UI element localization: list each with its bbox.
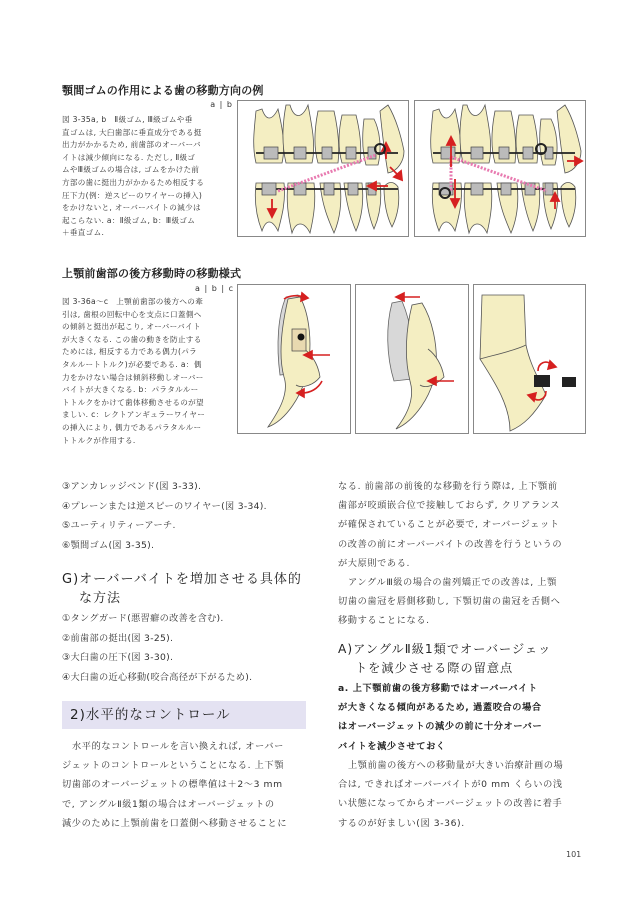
figure-3-36c xyxy=(473,284,586,434)
text-line: はオーバージェットの減少の前に十分オーバー xyxy=(338,721,543,733)
paragraph-horizontal-control xyxy=(62,737,308,833)
bracket xyxy=(471,147,483,159)
text-line: なる. 前歯部の前後的な移動を行う際は, 上下顎前 xyxy=(338,481,558,492)
section2-panel-letters: a | b | c xyxy=(195,284,234,293)
text-line: 切歯部のオーバージェットの標準値は＋2〜3 mm xyxy=(62,779,283,791)
caption-line: の傾斜と挺出が起こり, オーバーバイト xyxy=(62,322,201,332)
caption-line: ＋垂直ゴム. xyxy=(62,228,105,238)
text-line: 合は, できればオーバーバイトが0 mm くらいの浅 xyxy=(338,779,563,791)
section1-panel-letters: a | b xyxy=(210,100,233,109)
class-iii-vertical-elastics-diagram xyxy=(415,101,585,236)
bracket xyxy=(523,147,533,159)
list-anchorage-methods xyxy=(62,477,312,555)
caption-line: 圧下力(例：逆スピーのワイヤーの挿入) xyxy=(62,190,203,200)
text-line: が大きくなる傾向があるため, 過蓋咬合の場合 xyxy=(338,702,542,714)
caption-line: をかけないと, オーバーバイトの減少は xyxy=(62,203,201,213)
text-line: 水平的なコントロールを言い換えれば, オーバー xyxy=(72,741,284,752)
list-item: ④プレーンまたは逆スピーのワイヤー(図 3-34). xyxy=(62,500,267,512)
text-line: a. 上下顎前歯の後方移動ではオーバーバイト xyxy=(338,683,538,694)
bracket xyxy=(501,183,511,195)
paragraph-overjet-principle xyxy=(338,477,586,631)
text-line: アングルⅢ級の場合の歯列矯正での改善は, 上顎 xyxy=(348,577,557,589)
heading-horizontal-control: 2)水平的なコントロール xyxy=(62,701,306,729)
paragraph-retraction-plan xyxy=(338,756,586,833)
text-line: の改善の前にオーバーバイトの改善を行うというの xyxy=(338,538,563,550)
list-item: ⑤ユーティリティーアーチ. xyxy=(62,520,176,531)
bracket xyxy=(322,147,332,159)
text-line: で, アングルⅡ級1類の場合はオーバージェットの xyxy=(62,798,275,810)
text-line: するのが好ましい(図 3-36). xyxy=(338,817,465,829)
bracket xyxy=(471,183,483,195)
heading-a-line: A)アングルⅡ級1類でオーバージェッ xyxy=(338,642,552,656)
caption-line: トトルクが作用する. xyxy=(62,435,136,445)
caption-line: イトは減少傾向になる. ただし, Ⅱ級ゴ xyxy=(62,152,196,162)
figure-3-35b xyxy=(414,100,586,237)
text-line: が確保されていることが必要で, オーバージェット xyxy=(338,519,560,531)
text-line: 切歯の歯冠を唇側移動し, 下顎切歯の歯冠を舌側へ xyxy=(338,596,561,608)
caption-line: タルルートトルク)が必要である. a：偶 xyxy=(62,359,202,369)
caption-line: ムやⅢ級ゴムの場合は, ゴムをかけた前 xyxy=(62,165,200,175)
bracket xyxy=(262,183,276,195)
bracket xyxy=(545,183,553,195)
caption-line: 力をかけない場合は傾斜移動しオーバー xyxy=(62,372,204,382)
heading-g xyxy=(62,570,322,608)
figure-3-35-caption xyxy=(62,114,234,240)
caption-line: 方部の歯に挺出力がかかるため相反する xyxy=(62,177,205,187)
caption-line: バイトが大きくなる. b：パラタルルー xyxy=(62,385,199,395)
caption-line: の挿入により, 偶力であるパラタルルー xyxy=(62,422,202,432)
bracket xyxy=(525,183,535,195)
rectangular-wire xyxy=(534,375,550,387)
caption-line: 図 3-36a〜c 上顎前歯部の後方への牽 xyxy=(62,297,204,306)
bracket xyxy=(292,329,306,351)
bold-point-a xyxy=(338,679,588,756)
heading-g-line: な方法 xyxy=(79,591,122,606)
section2-title: 上顎前歯部の後方移動時の移動様式 xyxy=(62,267,242,280)
caption-line: トトルクをかけて歯体移動させるのが望 xyxy=(62,397,204,407)
caption-line: ためには, 相反する力である偶力(パラ xyxy=(62,347,197,357)
heading-g-line: G)オーバーバイトを増加させる具体的 xyxy=(62,572,302,587)
bracket xyxy=(294,147,306,159)
text-line: が大原則である. xyxy=(338,557,411,569)
rectangular-wire xyxy=(562,377,576,387)
figure-3-35a xyxy=(237,100,409,237)
bracket xyxy=(324,183,334,195)
figure-3-36a xyxy=(237,284,351,434)
section1-title: 顎間ゴムの作用による歯の移動方向の例 xyxy=(62,84,264,97)
text-line: バイトを減少させておく xyxy=(338,740,446,752)
list-item: ⑥顎間ゴム(図 3-35). xyxy=(62,539,155,551)
tipping-movement-diagram xyxy=(238,285,350,433)
bracket xyxy=(264,147,278,159)
text-line: い状態になってからオーバージェットの改善に着手 xyxy=(338,798,563,810)
bodily-movement-diagram xyxy=(356,285,468,433)
caption-line: 起こらない. a：Ⅱ級ゴム, b：Ⅲ級ゴム xyxy=(62,215,196,225)
page-number: 101 xyxy=(566,850,582,859)
text-line: ジェットのコントロールということになる. 上下顎 xyxy=(62,760,284,772)
caption-line: ましい. c：レクトアンギュラーワイヤー xyxy=(62,410,206,420)
rectangular-wire-torque-diagram xyxy=(474,285,585,433)
figure-3-36b xyxy=(355,284,469,434)
text-line: 上顎前歯の後方への移動量が大きい治療計画の場 xyxy=(348,760,564,771)
heading-a xyxy=(338,640,588,678)
caption-line: 直ゴムは, 大臼歯部に垂直成分である挺 xyxy=(62,127,202,137)
list-item: ②前歯部の挺出(図 3-25). xyxy=(62,632,174,644)
caption-line: 引は, 歯根の回転中心を支点に口蓋側へ xyxy=(62,309,202,319)
center-of-resistance xyxy=(298,334,305,341)
caption-line: 出力がかかるため, 前歯部のオーバーバ xyxy=(62,140,201,150)
text-line: 減少のために上顎前歯を口蓋側へ移動させることに xyxy=(62,817,288,829)
heading-a-line: トを減少させる際の留意点 xyxy=(355,661,514,675)
bracket xyxy=(348,183,358,195)
caption-line: 図 3-35a, b Ⅱ級ゴム, Ⅲ級ゴムや垂 xyxy=(62,115,193,124)
text-line: 移動することになる. xyxy=(338,615,430,627)
list-item: ③アンカレッジベンド(図 3-33). xyxy=(62,481,202,492)
list-increase-overbite xyxy=(62,609,322,687)
list-item: ①タングガード(悪習癖の改善を含む). xyxy=(62,613,224,624)
figure-3-36-caption xyxy=(62,296,234,447)
list-item: ④大臼歯の近心移動(咬合高径が下がるため). xyxy=(62,671,253,683)
incisor-crown xyxy=(480,295,546,431)
text-line: 歯部が咬頭嵌合位で接触しておらず, クリアランス xyxy=(338,500,561,512)
bracket xyxy=(499,147,509,159)
caption-line: が大きくなる. この歯の動きを防止する xyxy=(62,334,202,344)
list-item: ③大臼歯の圧下(図 3-30). xyxy=(62,652,174,663)
class-ii-elastics-diagram xyxy=(238,101,408,236)
bracket xyxy=(346,147,356,159)
